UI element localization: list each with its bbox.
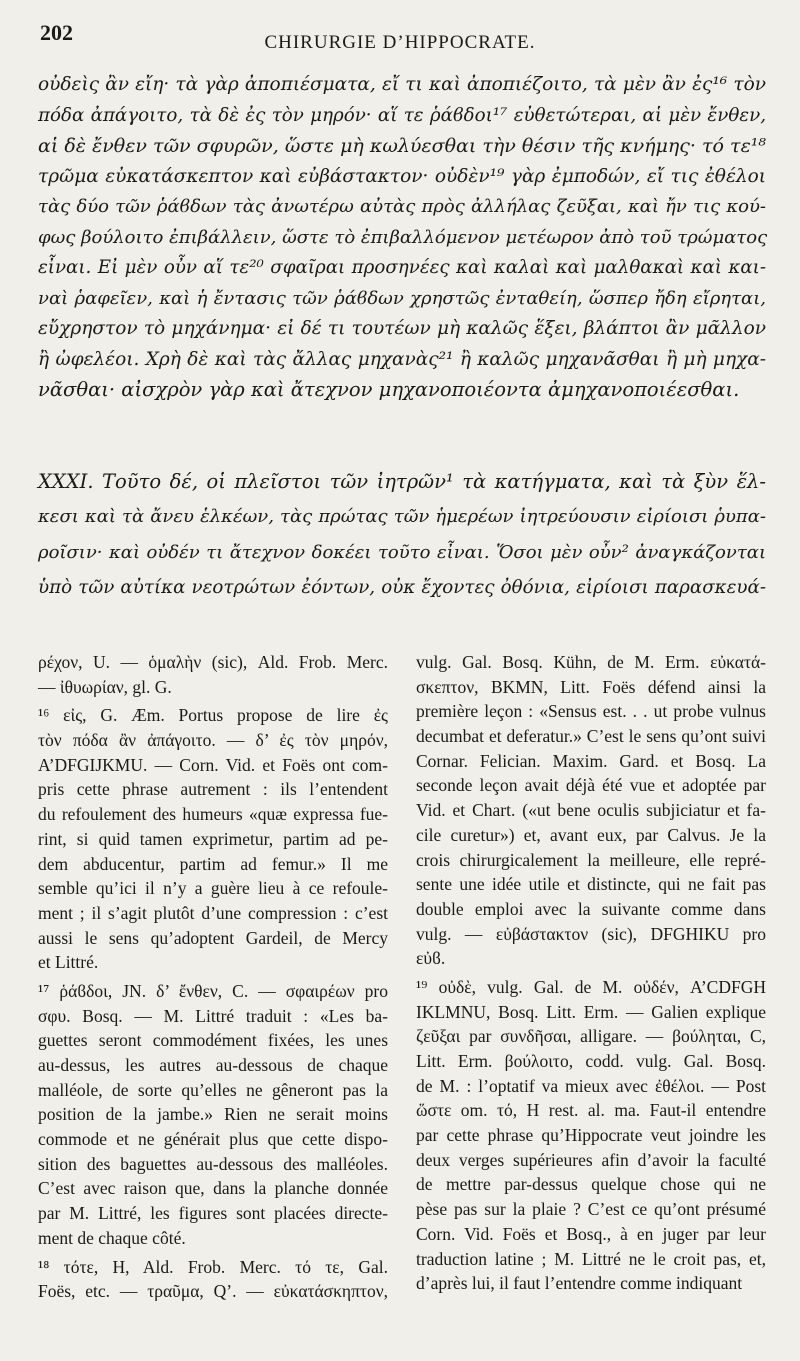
footnote-line: par cette phrase qu’Hippocrate veut joindre les <box>416 1125 766 1146</box>
text-line: αἱ δὲ ἔνθεν τῶν σφυρῶν, ὥστε μὴ κωλύεσθαι τὴν θέσιν τῆς κνήμης· τό τε¹⁸ <box>38 135 766 157</box>
footnote-line: ment de chaque côté. <box>38 1227 186 1248</box>
footnotes-left-column <box>38 650 388 1304</box>
text-line: XXXI. Τοῦτο δέ, οἱ πλεῖστοι τῶν ἰητρῶν¹ τὰ κατήγματα, καὶ τὰ ξὺν ἕλ- <box>38 469 766 493</box>
footnote-line: ¹⁷ ῥάϐδοι, JN. δ’ ἔνθεν, C. — σφαιρέων pro <box>38 980 388 1001</box>
footnote-line: de mettre par-dessus quelque chose qui ne <box>416 1174 766 1195</box>
footnote-line: ment ; il s’agit plutôt d’une compression : c’est <box>38 902 388 923</box>
footnote-line: IKLMNU, Bosq. Litt. Erm. — Galien explique <box>416 1001 766 1022</box>
footnote-line: ρέχον, U. — ὁμαλὴν (sic), Ald. Frob. Merc. <box>38 652 388 672</box>
text-line: ροῖσιν· καὶ οὐδέν τι ἄτεχνον δοκέει τοῦτο εἶναι. Ὅσοι μὲν οὖν² ἀναγκάζονται <box>38 541 766 563</box>
text-line: τὰς δύο τῶν ῥάϐδων τὰς ἀνωτέρω αὐτὰς πρὸς ἀλλήλας ζεῦξαι, καὶ ἤν τις κού- <box>38 196 766 217</box>
footnote-line: cile curetur») et, avant eux, par Calvus. Je la <box>416 824 766 845</box>
footnote-line: commode et ne générait plus que cette dispo- <box>38 1129 388 1150</box>
footnote-line: au-dessus, les autres au-dessous de chaque <box>38 1055 388 1075</box>
footnote-line: par M. Littré, les figures sont placées directe- <box>38 1203 388 1224</box>
footnote-line: Foës, etc. — τραῦμα, Q’. — εὐκατάσκηπτον, <box>38 1281 388 1302</box>
footnote-line: rint, si quid tamen exprimetur, partim ad pe- <box>38 828 388 849</box>
footnote-line: crois chirurgicalement la meilleure, elle repré- <box>416 849 766 870</box>
text-line: φως βούλοιτο ἐπιβάλλειν, ὥστε τὸ ἐπιβαλλόμενον μετέωρον ἀπὸ τοῦ τρώματος <box>38 226 768 248</box>
greek-paragraph <box>38 70 766 406</box>
page-number: 202 <box>40 20 73 45</box>
footnote-line: d’après lui, il faut l’entendre comme indiquant <box>416 1273 743 1294</box>
footnote-line: pris cette phrase autrement : ils l’entendent <box>38 779 388 800</box>
text-line: ὑπὸ τῶν αὐτίκα νεοτρώτων ἐόντων, οὐκ ἔχοντες ὀθόνια, εἰρίοισι παρασκευά- <box>38 577 766 598</box>
running-title: CHIRURGIE D’HIPPOCRATE. <box>264 32 536 53</box>
footnote-line: decumbat et deferatur.» C’est le sens qu’ont suivi <box>416 726 766 747</box>
footnote-line: C’est avec raison que, dans la planche donnée <box>38 1178 388 1199</box>
footnote-line: — ἰθυωρίαν, gl. G. <box>38 676 172 697</box>
footnote-line: ¹⁶ εἰς, G. Æm. Portus propose de lire ἐς <box>38 705 388 726</box>
footnote-line: deux verges supérieures afin d’avoir la faculté <box>416 1149 766 1170</box>
section-xxxi <box>38 464 766 606</box>
footnote-line: ¹⁹ οὐδὲ, vulg. Gal. de M. οὐδέν, A’CDFGH <box>416 976 766 997</box>
footnote-line: sition des baguettes au-dessous des malléoles. <box>38 1153 388 1174</box>
footnote-line: Vid. et Chart. («ut bene oculis subjiciatur et fa- <box>416 800 766 821</box>
footnote-line: seconde leçon avait déjà été vue et adoptée par <box>416 775 766 796</box>
footnote-line: ζεῦξαι par συνδῆσαι, alligare. — βούληται, C, <box>416 1026 766 1047</box>
footnote-line: traduction latine ; M. Littré ne le croit pas, et, <box>416 1248 766 1269</box>
footnote-line: position de la jambe.» Rien ne serait moins <box>38 1104 388 1125</box>
text-line: πόδα ἀπάγοιτο, τὰ δὲ ἐς τὸν μηρόν· αἵ τε ῥάϐδοι¹⁷ εὐθετώτεραι, αἱ μὲν ἔνθεν, <box>38 104 766 126</box>
footnote-line: double emploi avec la suivante comme dans <box>416 898 766 919</box>
footnote-line: malléole, de sorte qu’elles ne gêneront pas la <box>38 1079 388 1100</box>
footnote-line: vulg. Gal. Bosq. Kühn, de M. Erm. εὐκατά- <box>416 652 766 672</box>
footnote-line: de M. : l’optatif va mieux avec ἐθέλοι. — Post <box>416 1075 766 1096</box>
text-line: εὔχρηστον τὸ μηχάνημα· εἰ δέ τι τουτέων μὴ καλῶς ἕξει, βλάπτοι ἂν μᾶλλον <box>38 318 766 339</box>
page-header <box>38 18 762 52</box>
footnote-line: dem abducentur, partim ad femur.» Il me <box>38 853 388 874</box>
main-text <box>38 70 766 606</box>
footnote-line: A’DFGIJKMU. — Corn. Vid. et Foës ont com- <box>38 754 388 775</box>
footnote-line: Cornar. Felician. Maxim. Gard. et Bosq. La <box>416 750 766 771</box>
footnote-line: ὥστε om. τό, H rest. al. ma. Faut-il entendre <box>416 1100 766 1121</box>
footnote-line: du refoulement des humeurs «quæ expressa fue- <box>38 804 388 825</box>
footnote-line: pèse pas sur la plaie ? C’est ce qu’ont présumé <box>416 1199 766 1220</box>
footnote-line: τὸν πόδα ἂν ἀπάγοιτο. — δ’ ἐς τὸν μηρόν, <box>38 730 388 751</box>
footnotes-right-column <box>416 650 766 1296</box>
footnote-line: σφυ. Bosq. — M. Littré traduit : «Les ba- <box>38 1005 388 1026</box>
text-line: κεσι καὶ τὰ ἄνευ ἑλκέων, τὰς πρώτας τῶν ἡμερέων ἰητρεύουσιν εἰρίοισι ῥυπα- <box>38 506 766 527</box>
text-line: ναὶ ῥαφεῖεν, καὶ ἡ ἔντασις τῶν ῥάϐδων χρηστῶς ἐνταθείη, ὥσπερ ἤδη εἴρηται, <box>38 287 766 309</box>
text-line: εἶναι. Εἰ μὲν οὖν αἵ τε²⁰ σφαῖραι προσηνέες καὶ καλαὶ καὶ μαλθακαὶ καὶ και- <box>38 257 766 278</box>
footnote-line: εὐϐ. <box>416 948 446 969</box>
footnote-line: première leçon : «Sensus est. . . ut probe vulnus <box>416 701 766 722</box>
text-line: ἢ ὠφελέοι. Χρὴ δὲ καὶ τὰς ἄλλας μηχανὰς²¹ ἢ καλῶς μηχανᾶσθαι ἢ μὴ μηχα- <box>38 348 766 370</box>
text-line: οὐδεὶς ἂν εἴη· τὰ γὰρ ἀποπιέσματα, εἴ τι καὶ ἀποπιέζοιτο, τὰ μὲν ἂν ἐς¹⁶ τὸν <box>38 74 766 95</box>
footnote-line: semble qu’ici il n’y a guère lieu à ce refoule- <box>38 878 388 899</box>
footnote-line: Litt. Erm. βούλοιτο, codd. vulg. Gal. Bosq. <box>416 1051 766 1071</box>
footnote-line: et Littré. <box>38 952 99 973</box>
footnote-line: σκεπτον, BKMN, Litt. Foës défend ainsi la <box>416 676 766 697</box>
footnote-line: sente une idée utile et distincte, qui ne fait pas <box>416 874 766 895</box>
footnote-line: aussi le sens qu’adoptent Gardeil, de Mercy <box>38 927 388 948</box>
text-line: νᾶσθαι· αἰσχρὸν γὰρ καὶ ἄτεχνον μηχανοποιέοντα ἀμηχανοποιέεσθαι. <box>38 378 740 401</box>
footnote-line: ¹⁸ τότε, H, Ald. Frob. Merc. τό τε, Gal. <box>38 1256 388 1277</box>
text-line: τρῶμα εὐκατάσκεπτον καὶ εὐβάστακτον· οὐδὲν¹⁹ γὰρ ἐμποδών, εἴ τις ἐθέλοι <box>38 165 766 187</box>
footnote-line: Corn. Vid. Foës et Bosq., à en juger par leur <box>416 1223 766 1244</box>
footnote-line: guettes seront commodément fixées, les unes <box>38 1030 388 1051</box>
footnote-line: vulg. — εὐβάστακτον (sic), DFGHIKU pro <box>416 923 766 944</box>
